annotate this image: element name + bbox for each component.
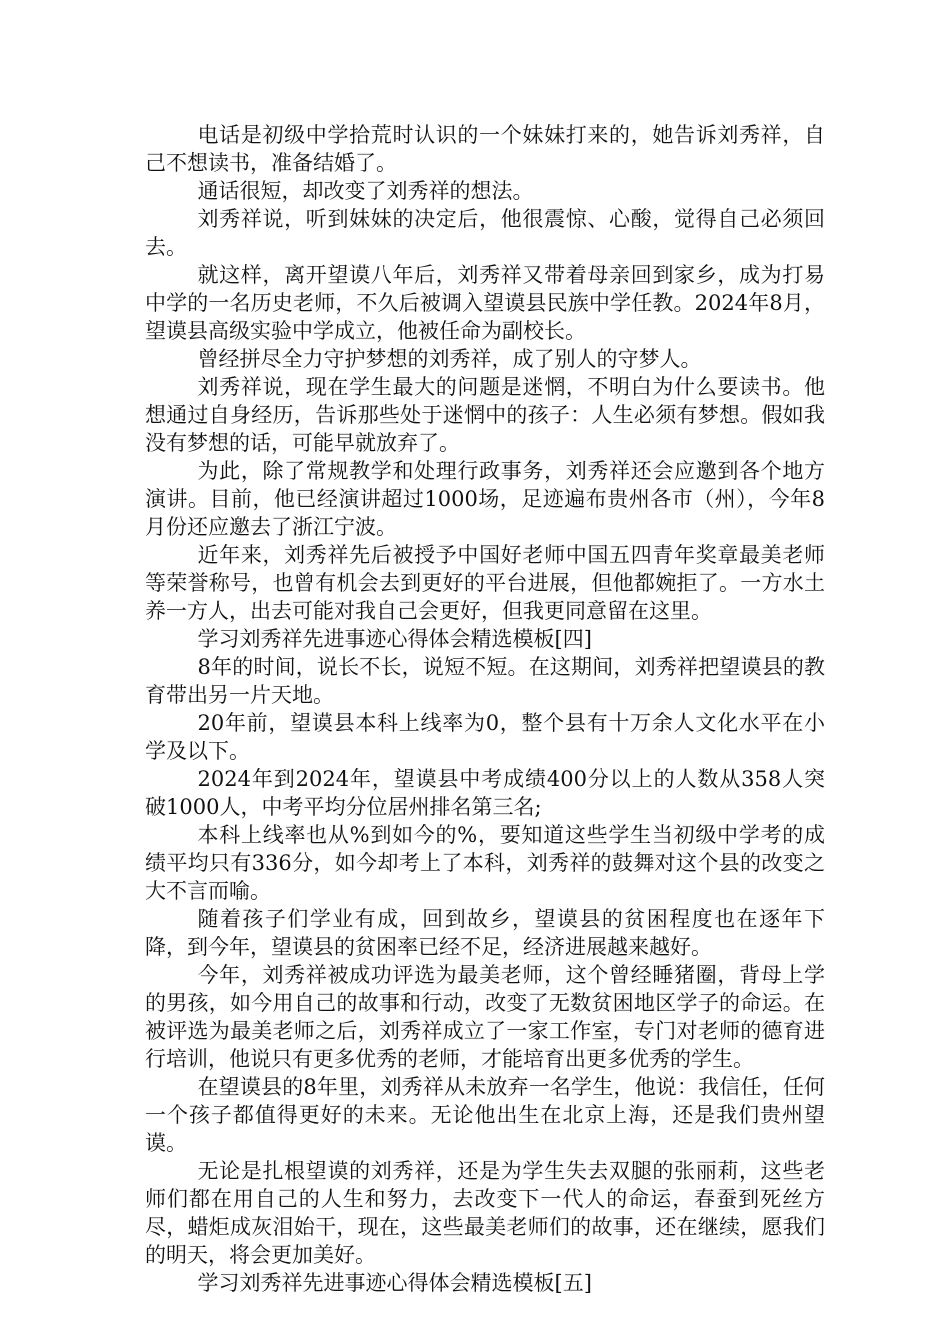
paragraph: 本科上线率也从%到如今的%，要知道这些学生当初级中学考的成绩平均只有336分，如今却考上了本科，刘秀祥的鼓舞对这个县的改变之大不言而喻。 <box>145 823 825 903</box>
paragraph: 8年的时间，说长不长，说短不短。在这期间，刘秀祥把望谟县的教育带出另一片天地。 <box>145 655 825 707</box>
paragraph: 近年来，刘秀祥先后被授予中国好老师中国五四青年奖章最美老师等荣誉称号，也曾有机会去到更好的平台进展，但他都婉拒了。一方水土养一方人，出去可能对我自己会更好，但我更同意留在这里。 <box>145 543 825 623</box>
section-heading: 学习刘秀祥先进事迹心得体会精选模板[五] <box>197 1271 592 1295</box>
paragraph: 随着孩子们学业有成，回到故乡，望谟县的贫困程度也在逐年下降，到今年，望谟县的贫困率已经不足，经济进展越来越好。 <box>145 907 825 959</box>
paragraph: 20年前，望谟县本科上线率为0，整个县有十万余人文化水平在小学及以下。 <box>145 711 825 763</box>
paragraph: 刘秀祥说，听到妹妹的决定后，他很震惊、心酸，觉得自己必须回去。 <box>145 207 825 259</box>
paragraph: 今年，刘秀祥被成功评选为最美老师，这个曾经睡猪圈，背母上学的男孩，如今用自己的故事和行动，改变了无数贫困地区学子的命运。在被评选为最美老师之后，刘秀祥成立了一家工作室，专门对老师的德育进行培训，他说只有更多优秀的老师，才能培育出更多优秀的学生。 <box>145 963 825 1071</box>
paragraph: 在望谟县的8年里，刘秀祥从未放弃一名学生，他说：我信任，任何一个孩子都值得更好的未来。无论他出生在北京上海，还是我们贵州望谟。 <box>145 1075 825 1155</box>
paragraph: 电话是初级中学拾荒时认识的一个妹妹打来的，她告诉刘秀祥，自己不想读书，准备结婚了。 <box>145 123 825 175</box>
paragraph: 无论是扎根望谟的刘秀祥，还是为学生失去双腿的张丽莉，这些老师们都在用自己的人生和努力，去改变下一代人的命运，春蚕到死丝方尽，蜡炬成灰泪始干，现在，这些最美老师们的故事，还在继续，愿我们的明天，将会更加美好。 <box>145 1159 825 1267</box>
section-heading: 学习刘秀祥先进事迹心得体会精选模板[四] <box>197 627 592 651</box>
paragraph: 为此，除了常规教学和处理行政事务，刘秀祥还会应邀到各个地方演讲。目前，他已经演讲超过1000场，足迹遍布贵州各市（州），今年8月份还应邀去了浙江宁波。 <box>145 459 825 539</box>
paragraph: 刘秀祥说，现在学生最大的问题是迷惘，不明白为什么要读书。他想通过自身经历，告诉那些处于迷惘中的孩子：人生必须有梦想。假如我没有梦想的话，可能早就放弃了。 <box>145 375 825 455</box>
paragraph: 曾经拼尽全力守护梦想的刘秀祥，成了别人的守梦人。 <box>197 347 702 371</box>
document-page <box>145 121 825 1297</box>
paragraph: 就这样，离开望谟八年后，刘秀祥又带着母亲回到家乡，成为打易中学的一名历史老师，不久后被调入望谟县民族中学任教。2024年8月，望谟县高级实验中学成立，他被任命为副校长。 <box>145 263 825 343</box>
paragraph: 通话很短，却改变了刘秀祥的想法。 <box>197 179 534 203</box>
paragraph: 2024年到2024年，望谟县中考成绩400分以上的人数从358人突破1000人，中考平均分位居州排名第三名; <box>145 767 825 819</box>
